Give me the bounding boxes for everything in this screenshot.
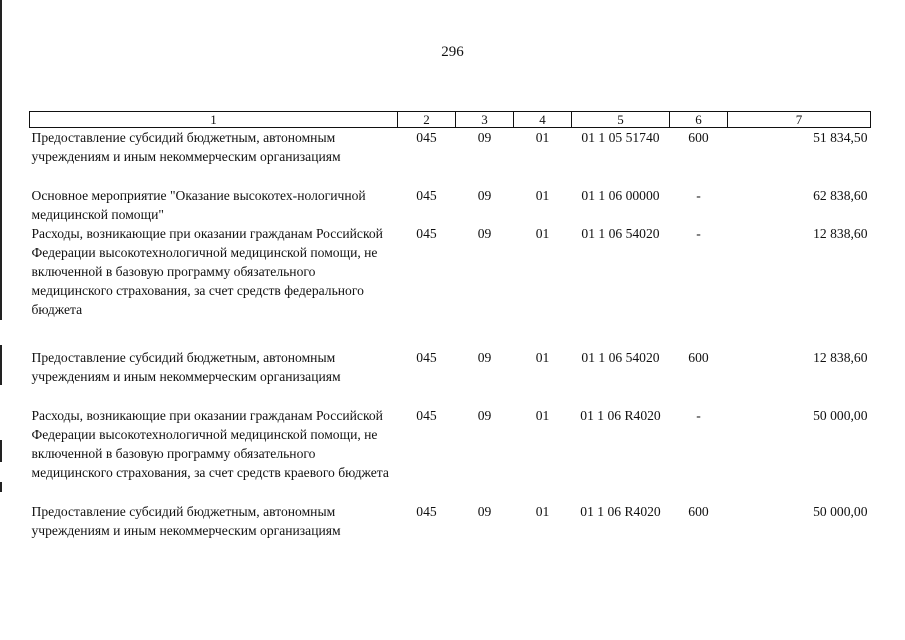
scan-edge-mark [0,482,2,492]
target-article-code: 01 1 06 54020 [581,226,660,241]
subsection-code: 01 [535,408,550,423]
item-name: Основное мероприятие "Оказание высокотех-нологичной медицинской помощи" [31,188,366,222]
target-article-code: 01 1 06 R4020 [580,504,661,519]
expense-type-code: - [696,408,701,423]
item-name: Предоставление субсидий бюджетным, автономным учреждениям и иным некоммерческим организациям [31,504,341,538]
section-code: 09 [477,130,492,145]
subsection-code: 01 [535,350,550,365]
amount: 51 834,50 [813,130,868,145]
column-number: 4 [514,112,572,128]
column-number-row [30,112,871,128]
column-number: 1 [30,112,398,128]
table-row [30,348,871,406]
column-number: 7 [728,112,871,128]
table-row [30,224,871,348]
table-row [30,186,871,224]
column-number: 5 [572,112,670,128]
ministry-code: 045 [416,130,437,145]
section-code: 09 [477,350,492,365]
amount: 12 838,60 [813,350,868,365]
ministry-code: 045 [416,350,437,365]
table-row [30,128,871,187]
column-number: 2 [398,112,456,128]
item-name: Предоставление субсидий бюджетным, автономным учреждениям и иным некоммерческим организациям [31,130,341,164]
amount: 50 000,00 [813,408,868,423]
ministry-code: 045 [416,504,437,519]
ministry-code: 045 [416,408,437,423]
section-code: 09 [477,504,492,519]
subsection-code: 01 [535,226,550,241]
subsection-code: 01 [535,130,550,145]
scan-edge-mark [0,345,2,385]
expense-type-code: 600 [688,130,709,145]
target-article-code: 01 1 06 R4020 [580,408,661,423]
subsection-code: 01 [535,504,550,519]
expense-type-code: - [696,188,701,203]
expense-type-code: 600 [688,350,709,365]
section-code: 09 [477,188,492,203]
expense-type-code: 600 [688,504,709,519]
ministry-code: 045 [416,188,437,203]
target-article-code: 01 1 05 51740 [581,130,660,145]
table-row [30,406,871,502]
amount: 50 000,00 [813,504,868,519]
budget-table [29,111,871,542]
amount: 62 838,60 [813,188,868,203]
expense-type-code: - [696,226,701,241]
item-name: Предоставление субсидий бюджетным, автономным учреждениям и иным некоммерческим организациям [31,350,341,384]
table-row [30,502,871,542]
column-number: 3 [456,112,514,128]
section-code: 09 [477,408,492,423]
amount: 12 838,60 [813,226,868,241]
section-code: 09 [477,226,492,241]
scan-edge-mark [0,440,2,462]
target-article-code: 01 1 06 54020 [581,350,660,365]
ministry-code: 045 [416,226,437,241]
page-number: 296 [441,44,464,60]
column-number: 6 [670,112,728,128]
target-article-code: 01 1 06 00000 [581,188,660,203]
item-name: Расходы, возникающие при оказании гражданам Российской Федерации высокотехнологичной медицинской помощи, не включенной в базовую программу обязательного медицинского страхования, за счет средств краевого бюджета [31,408,389,480]
subsection-code: 01 [535,188,550,203]
item-name: Расходы, возникающие при оказании гражданам Российской Федерации высокотехнологичной медицинской помощи, не включенной в базовую программу обязательного медицинского страхования, за счет средств федерального бюджета [31,226,383,317]
